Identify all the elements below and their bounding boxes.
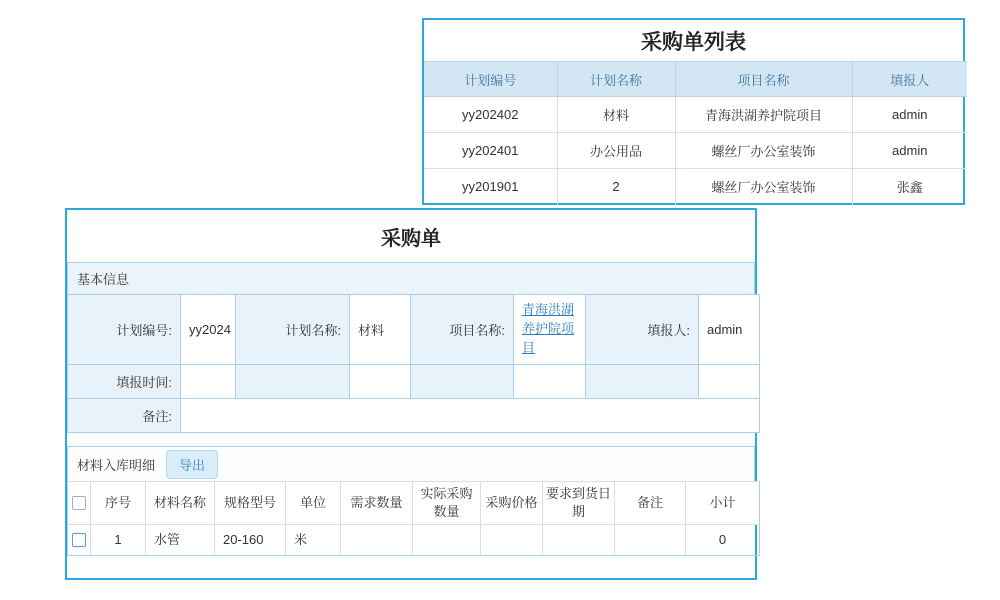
cell-plan-no: yy202401	[424, 133, 557, 169]
report-time-label: 填报时间:	[68, 365, 181, 399]
detail-column-actual-qty: 实际采购数量	[413, 482, 481, 525]
project-link[interactable]: 青海洪湖养护院项目	[522, 302, 575, 355]
detail-cell-material: 水管	[146, 525, 215, 556]
remark-value	[181, 399, 760, 433]
detail-column-spec: 规格型号	[215, 482, 286, 525]
purchase-order-panel	[65, 208, 757, 580]
empty-value-cell	[350, 365, 411, 399]
project-value-cell	[514, 295, 586, 365]
empty-value-cell	[514, 365, 586, 399]
report-time-value	[181, 365, 236, 399]
purchase-list-title: 采购单列表	[641, 30, 746, 54]
form-row-remark	[68, 399, 760, 433]
cell-plan-no: yy202402	[424, 97, 557, 133]
table-row[interactable]	[424, 133, 967, 169]
detail-column-subtotal: 小计	[686, 482, 760, 525]
detail-column-due-date: 要求到货日期	[543, 482, 615, 525]
plan-no-label: 计划编号:	[68, 295, 181, 365]
plan-name-value: 材料	[350, 295, 411, 365]
export-button[interactable]: 导出	[166, 450, 218, 479]
material-detail-title: 材料入库明细	[77, 457, 156, 473]
row-select-cell	[68, 525, 91, 556]
empty-value-cell	[699, 365, 760, 399]
cell-project: 螺丝厂办公室装饰	[675, 133, 852, 169]
cell-project: 青海洪湖养护院项目	[675, 97, 852, 133]
column-header-plan-no: 计划编号	[424, 62, 557, 97]
reporter-label: 填报人:	[586, 295, 699, 365]
empty-label-cell	[236, 365, 350, 399]
detail-cell-demand-qty	[341, 525, 413, 556]
cell-reporter: 张鑫	[852, 169, 967, 205]
detail-column-seq: 序号	[91, 482, 146, 525]
column-header-reporter: 填报人	[852, 62, 967, 97]
plan-name-label: 计划名称:	[236, 295, 350, 365]
empty-label-cell	[411, 365, 514, 399]
detail-column-unit: 单位	[286, 482, 341, 525]
select-all-cell	[68, 482, 91, 525]
detail-column-price: 采购价格	[481, 482, 543, 525]
detail-column-demand-qty: 需求数量	[341, 482, 413, 525]
purchase-list-panel	[422, 18, 965, 205]
cell-reporter: admin	[852, 133, 967, 169]
select-all-checkbox[interactable]	[72, 496, 86, 510]
basic-info-form	[67, 294, 760, 433]
plan-no-value: yy2024	[181, 295, 236, 365]
detail-column-material: 材料名称	[146, 482, 215, 525]
cell-plan-no: yy201901	[424, 169, 557, 205]
material-detail-section	[67, 446, 755, 556]
detail-cell-due-date	[543, 525, 615, 556]
detail-cell-unit: 米	[286, 525, 341, 556]
form-row-main	[68, 295, 760, 365]
detail-cell-price	[481, 525, 543, 556]
detail-data-row	[68, 525, 760, 556]
cell-plan-name: 2	[557, 169, 675, 205]
detail-cell-remark	[615, 525, 686, 556]
row-checkbox[interactable]	[72, 533, 86, 547]
cell-plan-name: 办公用品	[557, 133, 675, 169]
remark-label: 备注:	[68, 399, 181, 433]
cell-plan-name: 材料	[557, 97, 675, 133]
project-label: 项目名称:	[411, 295, 514, 365]
column-header-plan-name: 计划名称	[557, 62, 675, 97]
cell-project: 螺丝厂办公室装饰	[675, 169, 852, 205]
empty-label-cell	[586, 365, 699, 399]
detail-cell-actual-qty	[413, 525, 481, 556]
material-detail-section-header	[67, 446, 755, 481]
purchase-order-title: 采购单	[381, 227, 441, 250]
basic-info-section-header: 基本信息	[67, 262, 755, 294]
detail-cell-subtotal: 0	[686, 525, 760, 556]
detail-column-remark: 备注	[615, 482, 686, 525]
detail-header-row	[68, 482, 760, 525]
column-header-project: 项目名称	[675, 62, 852, 97]
reporter-value: admin	[699, 295, 760, 365]
list-header-row	[424, 62, 967, 97]
purchase-list-table	[424, 61, 967, 205]
form-row-report-time	[68, 365, 760, 399]
cell-reporter: admin	[852, 97, 967, 133]
material-detail-table	[67, 481, 760, 556]
table-row[interactable]	[424, 169, 967, 205]
detail-cell-seq: 1	[91, 525, 146, 556]
table-row[interactable]	[424, 97, 967, 133]
detail-cell-spec: 20-160	[215, 525, 286, 556]
